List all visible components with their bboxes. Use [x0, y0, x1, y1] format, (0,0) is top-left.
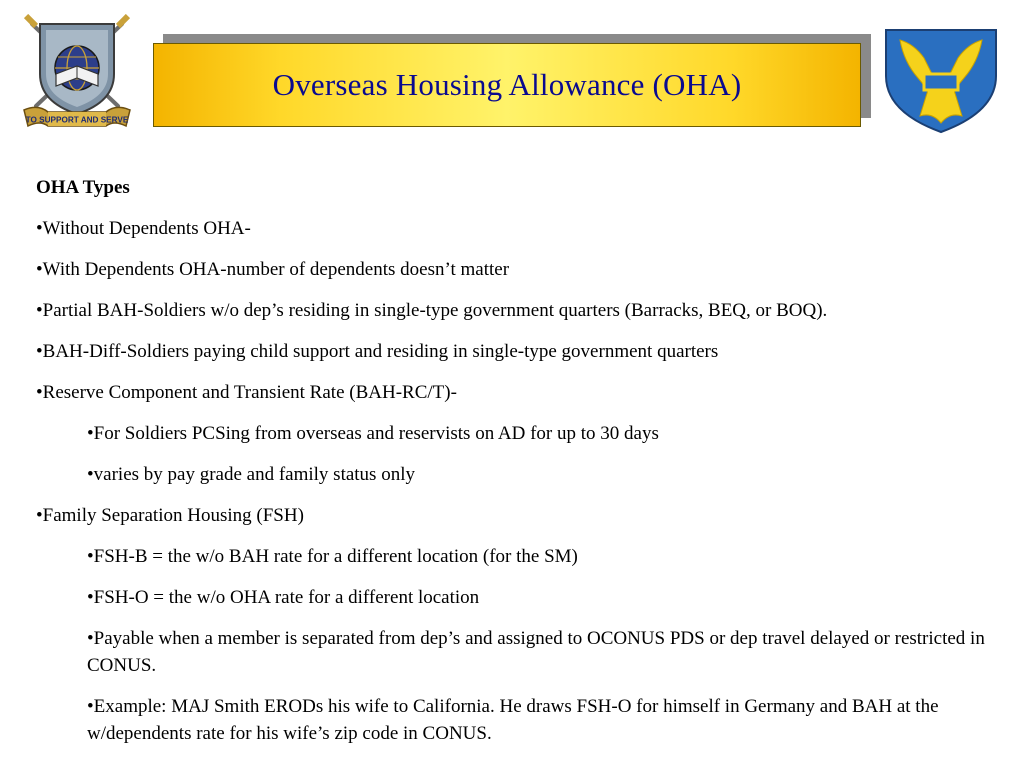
shield-insignia-logo	[880, 24, 1002, 136]
list-item-reserve-component: •Reserve Component and Transient Rate (BAH-RC/T)-	[36, 382, 457, 403]
sub-item-fsh-b: •FSH-B = the w/o BAH rate for a different location (for the SM)	[87, 546, 578, 567]
crest-motto: TO SUPPORT AND SERVE	[25, 115, 129, 125]
regimental-crest-logo	[18, 14, 136, 134]
list-item-with-dependents: •With Dependents OHA-number of dependents doesn’t matter	[36, 259, 510, 280]
slide-content	[36, 174, 1006, 761]
sub-item-payable: •Payable when a member is separated from dep’s and assigned to OCONUS PDS or dep travel delayed or restricted in CONUS.	[87, 628, 985, 676]
list-item-bah-diff: •BAH-Diff-Soldiers paying child support and residing in single-type government quarters	[36, 341, 719, 362]
page-title: Overseas Housing Allowance (OHA)	[272, 67, 742, 102]
sub-item-pcsing: •For Soldiers PCSing from overseas and reservists on AD for up to 30 days	[87, 423, 659, 444]
sub-item-example: •Example: MAJ Smith ERODs his wife to California. He draws FSH-O for himself in Germany and BAH at the w/dependents rate for his wife’s zip code in CONUS.	[87, 696, 939, 744]
list-item-partial-bah: •Partial BAH-Soldiers w/o dep’s residing in single-type government quarters (Barracks, BEQ, or BOQ).	[36, 300, 828, 321]
title-banner	[153, 43, 861, 127]
list-item-fsh: •Family Separation Housing (FSH)	[36, 505, 304, 526]
sub-item-fsh-o: •FSH-O = the w/o OHA rate for a different location	[87, 587, 480, 608]
list-item-without-dependents: •Without Dependents OHA-	[36, 218, 251, 239]
sub-item-varies: •varies by pay grade and family status only	[87, 464, 415, 485]
section-heading: OHA Types	[36, 177, 130, 198]
